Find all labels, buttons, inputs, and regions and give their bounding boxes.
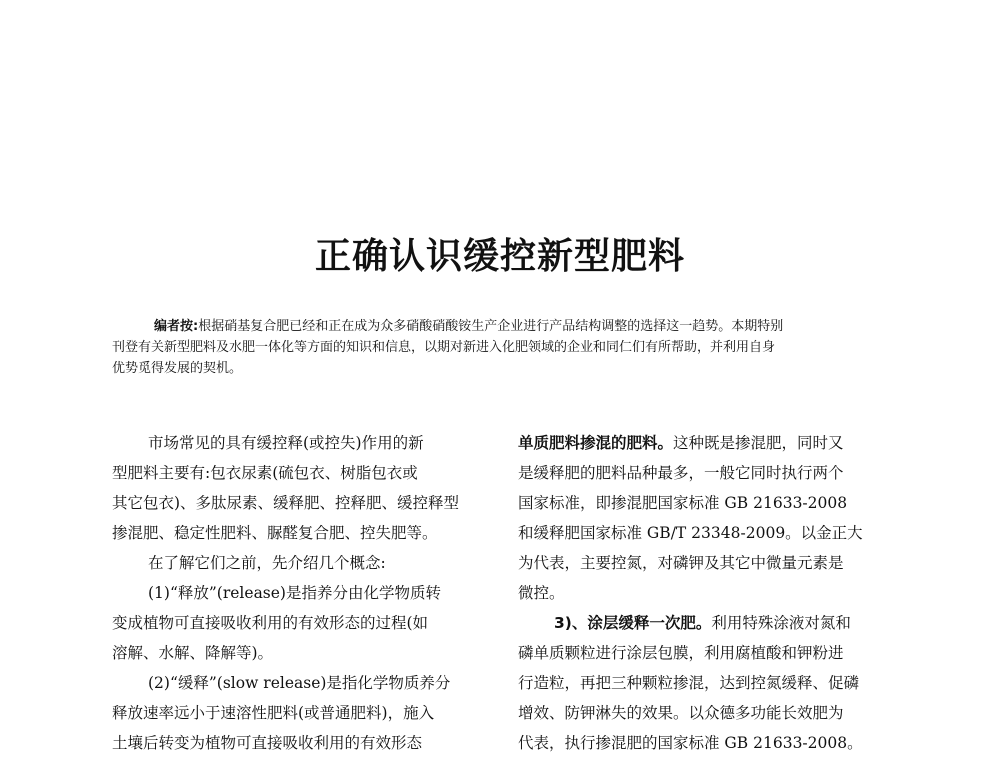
editor-note [112,316,890,379]
body-line: 土壤后转变为植物可直接吸收利用的有效形态 [112,734,423,752]
body-line: 单质肥料掺混的肥料。这种既是掺混肥，同时又 [518,434,844,452]
body-line: 增效、防钾淋失的效果。以众德多功能长效肥为 [518,704,844,722]
body-line: 3)、涂层缓释一次肥。利用特殊涂液对氮和 [554,614,851,632]
body-line: 掺混肥、稳定性肥料、脲醛复合肥、控失肥等。 [112,524,438,542]
right-column [518,428,886,758]
editor-note-line: 编者按:根据硝基复合肥已经和正在成为众多硝酸硝酸铵生产企业进行产品结构调整的选择这一趋势。本期特别 [154,319,784,334]
body-line: 行造粒，再把三种颗粒掺混，达到控氮缓释、促磷 [518,674,860,692]
bold-phrase: 单质肥料掺混的肥料。 [518,434,674,452]
body-line: 型肥料主要有:包衣尿素(硫包衣、树脂包衣或 [112,464,418,482]
body-line: (2)“缓释”(slow release)是指化学物质养分 [148,674,451,692]
left-column [112,428,480,758]
body-line: 代表，执行掺混肥的国家标准 GB 21633-2008。 [518,734,863,752]
body-line: 国家标准，即掺混肥国家标准 GB 21633-2008 [518,494,848,512]
editor-note-line: 刊登有关新型肥料及水肥一体化等方面的知识和信息，以期对新进入化肥领域的企业和同仁们有所帮助，并利用自身 [112,340,776,355]
body-line: 在了解它们之前，先介绍几个概念: [148,554,386,572]
body-line: 微控。 [518,584,565,602]
body-line: 其它包衣)、多肽尿素、缓释肥、控释肥、缓控释型 [112,494,460,512]
body-line: 为代表，主要控氮，对磷钾及其它中微量元素是 [518,554,844,572]
item-heading: 3)、涂层缓释一次肥。 [554,614,712,632]
body-line: 释放速率远小于速溶性肥料(或普通肥料)，施入 [112,704,435,722]
body-line: 磷单质颗粒进行涂层包膜，利用腐植酸和钾粉进 [518,644,844,662]
body-line: 市场常见的具有缓控释(或控失)作用的新 [148,434,424,452]
body-line: 溶解、水解、降解等)。 [112,644,274,662]
article-title: 正确认识缓控新型肥料 [314,236,685,277]
body-line: 变成植物可直接吸收利用的有效形态的过程(如 [112,614,429,632]
editor-note-line: 优势觅得发展的契机。 [112,361,243,376]
body-line: (1)“释放”(release)是指养分由化学物质转 [148,584,441,602]
editor-note-label: 编者按: [154,319,199,334]
body-line: 和缓释肥国家标准 GB/T 23348-2009。以金正大 [518,524,863,542]
body-line: 是缓释肥的肥料品种最多，一般它同时执行两个 [518,464,844,482]
